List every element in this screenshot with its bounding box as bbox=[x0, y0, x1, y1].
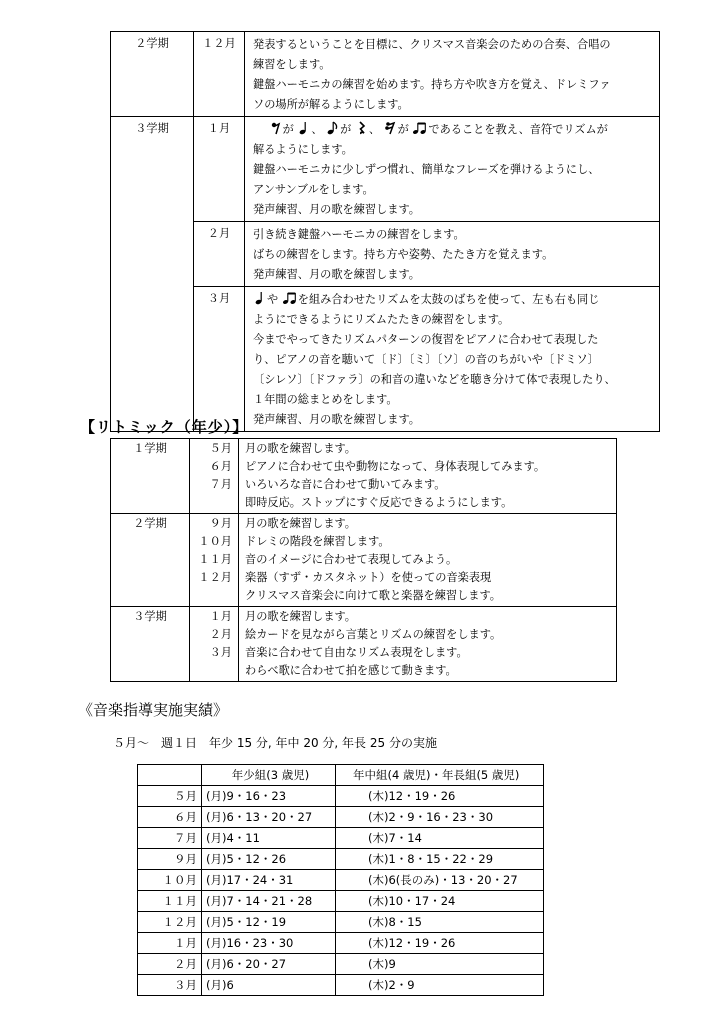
schedule-note: ５月～ 週１日 年少 15 分, 年中 20 分, 年長 25 分の実施 bbox=[113, 736, 437, 750]
older-class-dates: (木)6(長のみ)・13・20・27 bbox=[336, 870, 544, 891]
description-line: 発声練習、月の歌を練習します。 bbox=[253, 413, 420, 426]
term-cell: ２学期 bbox=[111, 32, 194, 117]
term-cell: ２学期 bbox=[111, 514, 190, 607]
table-row bbox=[138, 786, 544, 807]
description-line: 鍵盤ハーモニカに少しずつ慣れ、簡単なフレーズを弾けるようにし、 bbox=[253, 163, 600, 176]
month-cell: １２月 bbox=[194, 32, 245, 117]
description-line: わらべ歌に合わせて拍を感じて動きます。 bbox=[245, 664, 457, 677]
description-line: ばちの練習をします。持ち方や姿勢、たたき方を覚えます。 bbox=[253, 248, 554, 261]
table-row bbox=[111, 117, 660, 222]
month-label: ２月 bbox=[209, 628, 232, 641]
description-line-with-notes: が 、 が 、 が であることを教え、音符でリズムが bbox=[253, 120, 655, 140]
older-class-dates: (木)7・14 bbox=[336, 828, 544, 849]
month-label: ７月 bbox=[209, 478, 232, 491]
older-class-dates: (木)8・15 bbox=[336, 912, 544, 933]
description-line: 楽器（すず・カスタネット）を使っての音楽表現 bbox=[245, 571, 492, 584]
description-line: いろいろな音に合わせて動いてみます。 bbox=[245, 478, 446, 491]
month-cell: ９月 bbox=[138, 849, 202, 870]
description-line: 発声練習、月の歌を練習します。 bbox=[253, 268, 420, 281]
younger-class-dates: (月)7・14・21・28 bbox=[202, 891, 336, 912]
month-label: １２月 bbox=[198, 571, 232, 584]
description-line: 月の歌を練習します。 bbox=[245, 517, 356, 530]
eighth-rest-icon bbox=[269, 121, 283, 135]
month-cell: ３月 bbox=[194, 287, 245, 432]
description-cell bbox=[239, 514, 617, 607]
quarter-note-icon bbox=[297, 121, 311, 135]
rhythmic-table bbox=[110, 438, 617, 682]
beamed-eighth-notes-icon bbox=[282, 291, 298, 305]
description-cell bbox=[245, 287, 660, 432]
older-class-dates: (木)2・9・16・23・30 bbox=[336, 807, 544, 828]
description-line: 音のイメージに合わせて表現してみよう。 bbox=[245, 553, 458, 566]
table-row bbox=[111, 514, 617, 607]
younger-class-dates: (月)6・20・27 bbox=[202, 954, 336, 975]
younger-class-dates: (月)5・12・19 bbox=[202, 912, 336, 933]
section-heading-results: 《音楽指導実施実績》 bbox=[78, 701, 229, 719]
description-line: ピアノに合わせて虫や動物になって、身体表現してみます。 bbox=[245, 460, 546, 473]
description-line: 月の歌を練習します。 bbox=[245, 442, 356, 455]
months-cell bbox=[190, 607, 239, 682]
table-row bbox=[138, 870, 544, 891]
description-line: 発声練習、月の歌を練習します。 bbox=[253, 203, 420, 216]
month-label: ３月 bbox=[209, 646, 232, 659]
description-cell bbox=[239, 607, 617, 682]
description-line: ようにできるようにリズムたたきの練習をします。 bbox=[253, 313, 510, 326]
description-line: 解るようにします。 bbox=[253, 143, 353, 156]
term-cell: １学期 bbox=[111, 439, 190, 514]
table-row bbox=[138, 828, 544, 849]
term-cell: ３学期 bbox=[111, 607, 190, 682]
description-line: 音楽に合わせて自由なリズム表現をします。 bbox=[245, 646, 468, 659]
table-row bbox=[138, 849, 544, 870]
description-line-with-notes: や を組み合わせたリズムを太鼓のばちを使って、左も右も同じ bbox=[253, 290, 655, 310]
younger-class-dates: (月)4・11 bbox=[202, 828, 336, 849]
months-cell bbox=[190, 439, 239, 514]
month-cell: ２月 bbox=[194, 222, 245, 287]
table-row bbox=[111, 439, 617, 514]
month-label: １月 bbox=[209, 610, 232, 623]
description-line: １年間の総まとめをします。 bbox=[253, 393, 398, 406]
description-cell bbox=[239, 439, 617, 514]
month-cell: ７月 bbox=[138, 828, 202, 849]
table-header-row bbox=[138, 765, 544, 786]
sixteenth-rest-icon bbox=[384, 121, 398, 135]
month-cell: １１月 bbox=[138, 891, 202, 912]
younger-class-dates: (月)6 bbox=[202, 975, 336, 996]
description-line: 〔シレソ〕〔ドファラ〕の和音の違いなどを聴き分けて体で表現したり、 bbox=[253, 373, 616, 386]
beamed-eighth-notes-icon bbox=[412, 121, 428, 135]
description-line: 鍵盤ハーモニカの練習を始めます。持ち方や吹き方を覚え、ドレミファ bbox=[253, 78, 611, 91]
younger-class-dates: (月)9・16・23 bbox=[202, 786, 336, 807]
older-class-dates: (木)12・19・26 bbox=[336, 786, 544, 807]
month-cell: ３月 bbox=[138, 975, 202, 996]
month-label: １０月 bbox=[198, 535, 232, 548]
table-row bbox=[111, 607, 617, 682]
month-cell: １２月 bbox=[138, 912, 202, 933]
month-cell: １月 bbox=[138, 933, 202, 954]
month-cell: １０月 bbox=[138, 870, 202, 891]
description-cell bbox=[245, 222, 660, 287]
younger-class-dates: (月)17・24・31 bbox=[202, 870, 336, 891]
table-row bbox=[138, 975, 544, 996]
quarter-note-icon bbox=[253, 291, 267, 305]
description-line: クリスマス音楽会に向けて歌と楽器を練習します。 bbox=[245, 589, 501, 602]
column-header: 年少組(3 歳児) bbox=[202, 765, 336, 786]
table-row bbox=[138, 807, 544, 828]
curriculum-table-continued bbox=[110, 31, 660, 432]
quarter-rest-icon bbox=[355, 121, 369, 135]
table-row bbox=[111, 222, 660, 287]
months-cell bbox=[190, 514, 239, 607]
description-line: ソの場所が解るようにします。 bbox=[253, 98, 409, 111]
month-label: １１月 bbox=[198, 553, 232, 566]
table-row bbox=[138, 954, 544, 975]
older-class-dates: (木)9 bbox=[336, 954, 544, 975]
younger-class-dates: (月)16・23・30 bbox=[202, 933, 336, 954]
table-row bbox=[111, 287, 660, 432]
table-row bbox=[138, 891, 544, 912]
eighth-note-icon bbox=[326, 121, 340, 135]
older-class-dates: (木)1・8・15・22・29 bbox=[336, 849, 544, 870]
younger-class-dates: (月)6・13・20・27 bbox=[202, 807, 336, 828]
description-line: アンサンブルをします。 bbox=[253, 183, 374, 196]
term-cell: ３学期 bbox=[111, 117, 194, 432]
description-line: り、ピアノの音を聴いて〔ド〕〔ミ〕〔ソ〕の音のちがいや〔ドミソ〕 bbox=[253, 353, 599, 366]
table-row bbox=[138, 933, 544, 954]
older-class-dates: (木)12・19・26 bbox=[336, 933, 544, 954]
description-cell bbox=[245, 117, 660, 222]
description-line: 絵カードを見ながら言葉とリズムの練習をします。 bbox=[245, 628, 502, 641]
older-class-dates: (木)2・9 bbox=[336, 975, 544, 996]
description-line: 今までやってきたリズムパターンの復習をピアノに合わせて表現した bbox=[253, 333, 599, 346]
month-label: ６月 bbox=[209, 460, 232, 473]
month-cell: １月 bbox=[194, 117, 245, 222]
description-line: 即時反応。ストップにすぐ反応できるようにします。 bbox=[245, 496, 513, 509]
column-header: 年中組(4 歳児)・年長組(5 歳児) bbox=[336, 765, 544, 786]
column-header bbox=[138, 765, 202, 786]
description-line: 発表するということを目標に、クリスマス音楽会のための合奏、合唱の bbox=[253, 38, 611, 51]
younger-class-dates: (月)5・12・26 bbox=[202, 849, 336, 870]
older-class-dates: (木)10・17・24 bbox=[336, 891, 544, 912]
month-cell: ５月 bbox=[138, 786, 202, 807]
month-label: ５月 bbox=[209, 442, 232, 455]
description-line: 月の歌を練習します。 bbox=[245, 610, 356, 623]
description-line: 練習をします。 bbox=[253, 58, 331, 71]
section-heading-rhythmic: 【リトミック（年少）】 bbox=[80, 418, 249, 436]
month-label: ９月 bbox=[209, 517, 232, 530]
schedule-table bbox=[137, 764, 544, 996]
table-row bbox=[111, 32, 660, 117]
description-cell bbox=[245, 32, 660, 117]
description-line: ドレミの階段を練習します。 bbox=[245, 535, 390, 548]
month-cell: ２月 bbox=[138, 954, 202, 975]
month-cell: ６月 bbox=[138, 807, 202, 828]
table-row bbox=[138, 912, 544, 933]
description-line: 引き続き鍵盤ハーモニカの練習をします。 bbox=[253, 228, 465, 241]
